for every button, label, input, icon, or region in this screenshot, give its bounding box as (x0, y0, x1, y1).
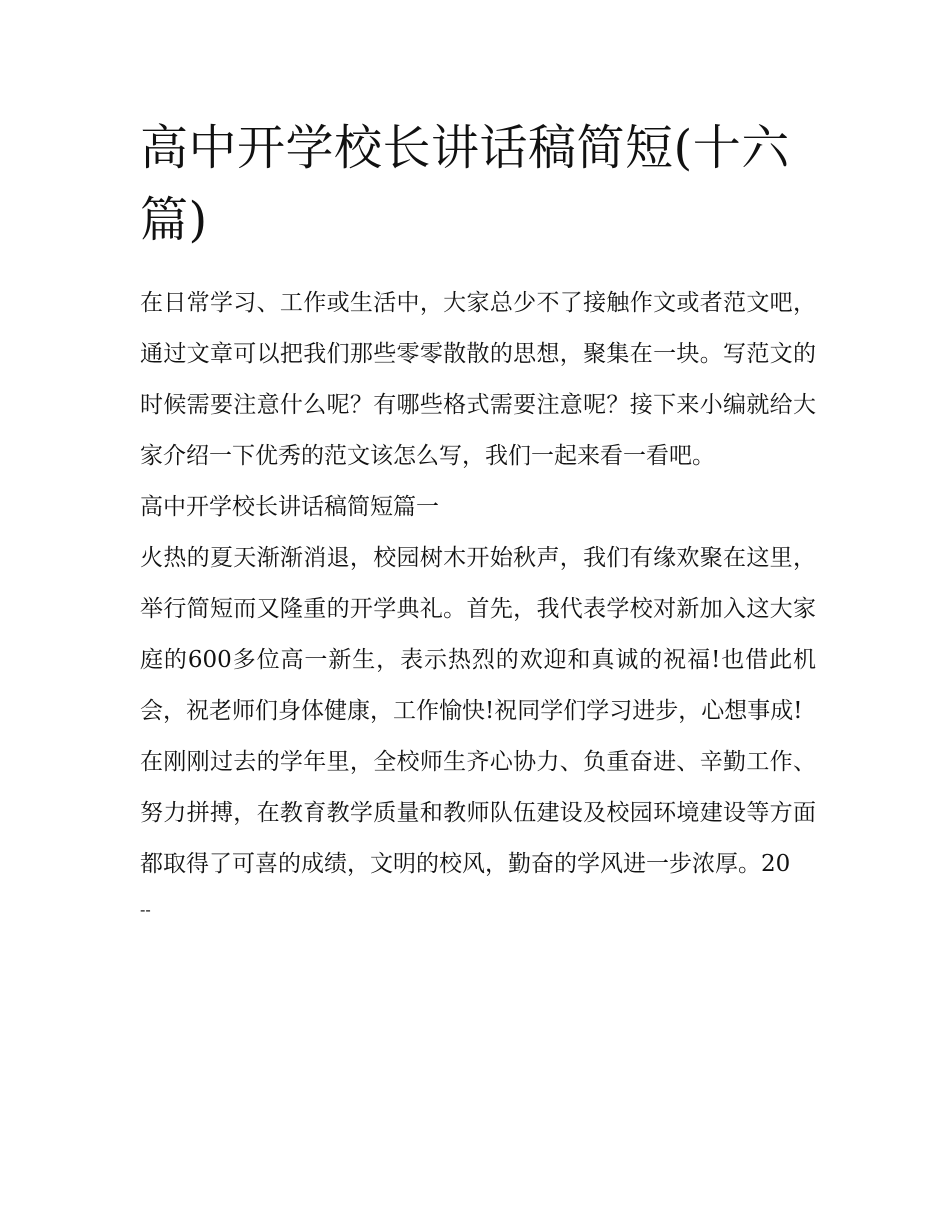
intro-paragraph: 在日常学习、工作或生活中，大家总少不了接触作文或者范文吧，通过文章可以把我们那些零零散散的思想，聚集在一块。写范文的时候需要注意什么呢？有哪些格式需要注意呢？接下来小编就给大家介绍一下优秀的范文该怎么写，我们一起来看一看吧。 (140, 290, 816, 469)
body-paragraph-1: 火热的夏天渐渐消退，校园树木开始秋声，我们有缘欢聚在这里，举行简短而又隆重的开学典礼。首先，我代表学校对新加入这大家庭的600多位高一新生，表示热烈的欢迎和真诚的祝福!也借此机会，祝老师们身体健康，工作愉快!祝同学们学习进步，心想事成! (140, 545, 816, 724)
document-body (140, 278, 816, 930)
section-heading: 高中开学校长讲话稿简短篇一 (140, 494, 439, 520)
page-break-mark: -- (140, 900, 151, 919)
document-title: 高中开学校长讲话稿简短(十六篇) (140, 120, 790, 248)
document-page (140, 112, 816, 930)
body-paragraph-2: 在刚刚过去的学年里，全校师生齐心协力、负重奋进、辛勤工作、努力拼搏，在教育教学质量和教师队伍建设及校园环境建设等方面都取得了可喜的成绩，文明的校风，勤奋的学风进一步浓厚。20 (140, 749, 816, 877)
